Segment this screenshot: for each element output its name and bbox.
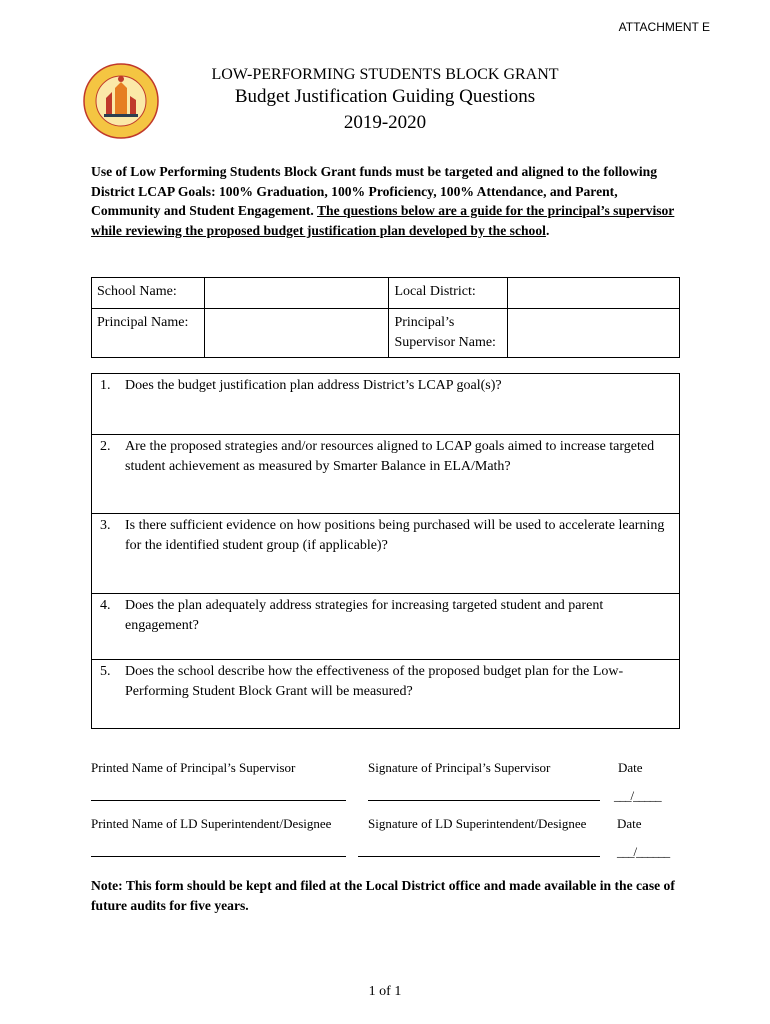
supervisor-name-label [389,309,508,358]
supervisor-date-label: Date [618,760,643,775]
local-district-label: Local District: [389,278,508,309]
ld-superintendent-printed-name-line[interactable] [91,856,346,857]
intro-text: Use of Low Performing Students Block Grant funds must be targeted and aligned to the following District LCAP Goals: 100% Graduation, 100% Proficiency, 100% Attendance, and Parent, Community and Student Engagement. [91,164,658,218]
question-text: Does the plan adequately address strategies for increasing targeted student and parent engagement? [125,598,604,633]
question-2[interactable] [92,435,679,514]
intro-underlined-text: The questions below are a guide for the principal’s supervisor while reviewing the proposed budget justification plan developed by the school [91,203,675,238]
question-number: 5. [100,664,111,679]
question-number: 4. [100,598,111,613]
title-document: Budget Justification Guiding Questions [234,86,536,107]
question-5[interactable] [92,660,679,728]
question-text: Is there sufficient evidence on how positions being purchased will be used to accelerate learning for the identified student group (if applicable)? [125,518,665,553]
question-text: Does the budget justification plan address District’s LCAP goal(s)? [125,378,502,393]
supervisor-signature-label: Signature of Principal’s Supervisor [368,760,551,775]
supervisor-printed-name-label: Printed Name of Principal’s Supervisor [91,760,296,775]
question-number: 1. [100,378,111,393]
question-text: Are the proposed strategies and/or resources aligned to LCAP goals aimed to increase targeted student achievement as measured by Smarter Balance in ELA/Math? [125,439,655,474]
school-name-label: School Name: [92,278,205,309]
question-1[interactable] [92,374,679,435]
local-district-field[interactable] [508,278,680,309]
intro-paragraph [91,162,681,240]
question-text: Does the school describe how the effectiveness of the proposed budget plan for the Low-Performing Student Block Grant will be measured? [125,664,624,699]
school-info-table [91,277,680,358]
attachment-label: ATTACHMENT E [618,20,710,34]
supervisor-printed-name-line[interactable] [91,800,346,801]
ld-superintendent-printed-name-label: Printed Name of LD Superintendent/Designee [91,816,332,831]
title-program: LOW-PERFORMING STUDENTS BLOCK GRANT [211,66,559,83]
ld-superintendent-date-line[interactable]: ___/______ [617,844,670,859]
ld-superintendent-signature-line[interactable] [358,856,600,857]
question-3[interactable] [92,514,679,594]
question-number: 3. [100,518,111,533]
filing-note: Note: This form should be kept and filed at the Local District office and made available in the case of future audits for five years. [91,878,675,913]
school-name-field[interactable] [204,278,389,309]
ld-superintendent-signature-label: Signature of LD Superintendent/Designee [368,816,587,831]
principal-name-field[interactable] [204,309,389,358]
supervisor-label-line1: Principal’s [394,315,455,330]
questions-box [91,373,680,729]
question-number: 2. [100,439,111,454]
supervisor-name-field[interactable] [508,309,680,358]
question-4[interactable] [92,594,679,660]
page-number: 1 of 1 [368,984,402,999]
principal-name-label: Principal Name: [92,309,205,358]
supervisor-signature-line[interactable] [368,800,600,801]
supervisor-label-line2: Supervisor Name: [394,335,496,350]
ld-superintendent-date-label: Date [617,816,642,831]
supervisor-date-line[interactable]: ___/_____ [614,788,661,803]
intro-period: . [545,222,550,238]
title-year: 2019-2020 [343,112,427,133]
